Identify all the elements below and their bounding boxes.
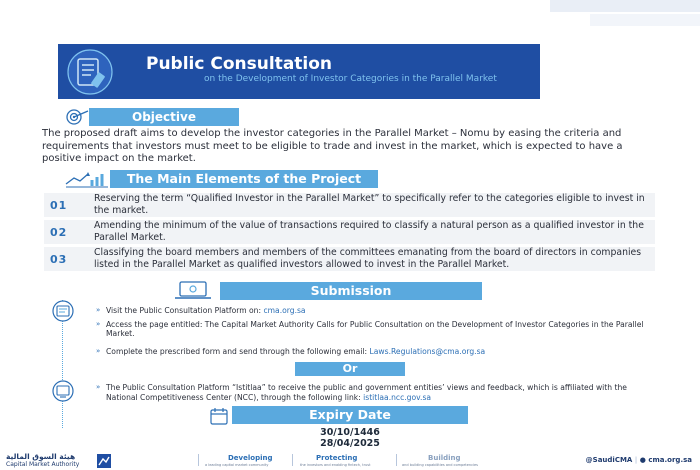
divider: |	[634, 456, 640, 464]
pillar-protecting: Protecting	[316, 454, 358, 462]
page-title: Public Consultation	[146, 54, 333, 74]
or-divider: Or	[295, 362, 405, 376]
istitlaa-link[interactable]: istitlaa.ncc.gov.sa	[363, 392, 432, 402]
item-text: Amending the minimum of the value of transactions required to classify a natural person as a qualified investor in the Parallel Market.	[94, 220, 644, 243]
email-link[interactable]: Laws.Regulations@cma.org.sa	[369, 346, 486, 356]
list-item	[44, 247, 655, 271]
submission-step	[96, 320, 656, 339]
pillar-building-sub: and building capabilities and competencies	[402, 463, 479, 467]
footer-divider	[292, 454, 293, 466]
submission-step	[96, 347, 656, 357]
submission-step	[96, 383, 656, 402]
main-elements-heading: The Main Elements of the Project	[110, 170, 378, 188]
item-text: Classifying the board members and members of the committees emanating from the board of directors in companies listed in the Parallel Market as qualified investors allowed to invest in the Parallel Market.	[94, 247, 642, 270]
step-text: Access the page entitled: The Capital Market Authority Calls for Public Consultation on the Development of Investor Categories in the Parallel Market.	[106, 319, 644, 338]
pillar-developing: Developing	[228, 454, 273, 462]
web-form-icon	[50, 300, 76, 322]
logo-english: Capital Market Authority	[6, 461, 80, 468]
objective-heading: Objective	[89, 108, 239, 126]
cma-logo-icon	[96, 453, 112, 469]
platform-icon	[50, 380, 76, 402]
footer-divider	[198, 454, 199, 466]
laptop-icon	[170, 280, 220, 300]
hijri-date: 30/10/1446	[320, 427, 380, 438]
pillar-developing-sub: a leading capital market community	[205, 463, 269, 467]
list-item	[44, 193, 655, 217]
chevron-right-icon: »	[96, 306, 101, 314]
pillar-building: Building	[428, 454, 461, 462]
chevron-right-icon: »	[96, 346, 101, 355]
platform-link[interactable]: cma.org.sa	[263, 306, 306, 315]
pillar-protecting-sub: the investors and enabling fintech, trust	[300, 463, 371, 467]
submission-step	[96, 306, 656, 316]
document-checklist-icon	[64, 47, 116, 97]
footer	[0, 452, 700, 470]
main-elements-list	[44, 193, 655, 274]
logo-arabic: هيئة السوق المالية	[6, 452, 76, 461]
social-handle[interactable]: @SaudiCMA	[585, 456, 633, 464]
social-links	[586, 456, 692, 464]
target-icon	[64, 108, 90, 126]
item-number: 02	[50, 226, 68, 239]
item-number: 01	[50, 199, 68, 212]
expiry-heading: Expiry Date	[232, 406, 468, 424]
expiry-dates	[300, 427, 400, 449]
header-banner	[58, 44, 540, 99]
globe-icon: ●	[639, 456, 646, 464]
website-link[interactable]: cma.org.sa	[648, 456, 692, 464]
gregorian-date: 28/04/2025	[320, 438, 380, 449]
list-item	[44, 220, 655, 244]
step-text: Complete the prescribed form and send through the following email:	[106, 346, 370, 356]
alternative-submission	[96, 383, 656, 406]
page-subtitle: on the Development of Investor Categories in the Parallel Market	[204, 74, 497, 84]
step-text: Visit the Public Consultation Platform on:	[106, 306, 264, 315]
calendar-icon	[208, 406, 230, 426]
submission-heading: Submission	[220, 282, 482, 300]
chevron-right-icon: »	[96, 319, 101, 328]
item-number: 03	[50, 253, 68, 266]
corner-decoration	[550, 0, 700, 28]
step-text: The Public Consultation Platform “Istitlaa” to receive the public and government entities’ views and feedback, which is affiliated with the National Competitiveness Center (NCC), through the following link:	[106, 383, 627, 402]
growth-chart-icon	[64, 170, 110, 188]
chevron-right-icon: »	[96, 383, 101, 391]
objective-text: The proposed draft aims to develop the investor categories in the Parallel Market – Nomu by easing the criteria and requirements that investors must meet to be eligible to trade and invest in the market, which is expected to have a positive impact on the market.	[42, 128, 623, 164]
submission-steps	[96, 306, 656, 360]
footer-divider	[396, 454, 397, 466]
item-text: Reserving the term “Qualified Investor in the Parallel Market” to specifically refer to the categories eligible to invest in the market.	[94, 193, 645, 216]
